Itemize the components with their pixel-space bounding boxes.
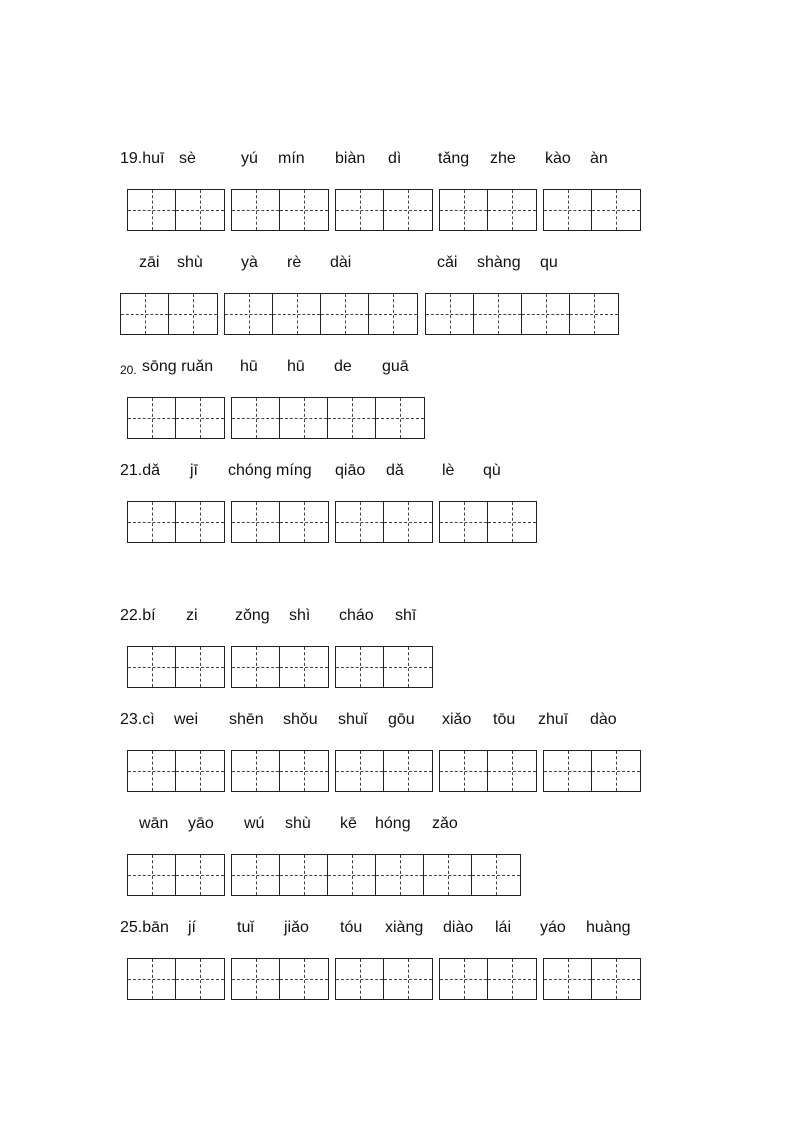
pinyin-label: zhuī [538, 711, 569, 728]
pinyin-label: shàng [477, 254, 521, 271]
pinyin-label: shì [289, 607, 311, 624]
writing-cell[interactable] [488, 502, 536, 542]
pinyin-label: zāi [139, 254, 160, 271]
writing-cell[interactable] [176, 190, 224, 230]
writing-grid-group [231, 854, 521, 896]
pinyin-label: zi [186, 607, 198, 624]
pinyin-label: zǎo [432, 815, 458, 832]
writing-cell[interactable] [128, 647, 176, 687]
writing-grid-group [224, 293, 418, 335]
writing-cell[interactable] [384, 751, 432, 791]
writing-cell[interactable] [424, 855, 472, 895]
pinyin-label: lè [442, 462, 455, 479]
writing-cell[interactable] [232, 855, 280, 895]
writing-cell[interactable] [336, 751, 384, 791]
writing-grid-group [231, 189, 329, 231]
pinyin-label: yú [241, 150, 258, 167]
writing-grid-group [439, 750, 537, 792]
pinyin-label: dì [388, 150, 402, 167]
pinyin-label: cǎi [437, 254, 458, 271]
pinyin-label: 22.bí [120, 607, 156, 624]
pinyin-label: guā [382, 358, 409, 375]
pinyin-label: shù [285, 815, 311, 832]
writing-cell[interactable] [336, 190, 384, 230]
pinyin-label: jí [188, 919, 196, 936]
writing-grid-group [120, 293, 218, 335]
writing-cell[interactable] [592, 959, 640, 999]
writing-cell[interactable] [440, 190, 488, 230]
pinyin-label: qiāo [335, 462, 366, 479]
writing-grid-group [127, 750, 225, 792]
writing-grid-group [127, 189, 225, 231]
writing-cell[interactable] [232, 502, 280, 542]
writing-cell[interactable] [128, 959, 176, 999]
pinyin-label: shēn [229, 711, 264, 728]
writing-grid-group [127, 646, 225, 688]
writing-cell[interactable] [176, 751, 224, 791]
pinyin-label: xiǎo [442, 711, 472, 728]
writing-cell[interactable] [280, 190, 328, 230]
writing-grid-group [439, 189, 537, 231]
pinyin-label: tuǐ [237, 919, 254, 936]
pinyin-label: hū [287, 358, 305, 375]
writing-cell[interactable] [169, 294, 217, 334]
pinyin-label: tóu [340, 919, 363, 936]
writing-grid-group [439, 501, 537, 543]
pinyin-label: cháo [339, 607, 374, 624]
writing-cell[interactable] [474, 294, 522, 334]
writing-cell[interactable] [232, 959, 280, 999]
writing-cell[interactable] [232, 647, 280, 687]
writing-grid-group [543, 958, 641, 1000]
pinyin-label: huàng [586, 919, 631, 936]
pinyin-label: wú [244, 815, 265, 832]
pinyin-label: mín [278, 150, 305, 167]
writing-cell[interactable] [592, 751, 640, 791]
writing-cell[interactable] [384, 190, 432, 230]
writing-grid-group [543, 750, 641, 792]
writing-cell[interactable] [336, 959, 384, 999]
writing-cell[interactable] [336, 502, 384, 542]
writing-cell[interactable] [273, 294, 321, 334]
pinyin-label: yāo [188, 815, 214, 832]
writing-grid-group [335, 189, 433, 231]
writing-grid-group [335, 958, 433, 1000]
pinyin-label: qù [483, 462, 501, 479]
writing-grid-group [127, 854, 225, 896]
pinyin-label: rè [287, 254, 302, 271]
pinyin-label: biàn [335, 150, 366, 167]
writing-cell[interactable] [544, 751, 592, 791]
writing-cell[interactable] [128, 855, 176, 895]
writing-cell[interactable] [176, 647, 224, 687]
writing-cell[interactable] [321, 294, 369, 334]
pinyin-label: 25.bān [120, 919, 169, 936]
pinyin-label: 19.huī [120, 150, 165, 167]
writing-grid-group [543, 189, 641, 231]
pinyin-label: dài [330, 254, 352, 271]
pinyin-label: kē [340, 815, 357, 832]
writing-cell[interactable] [472, 855, 520, 895]
writing-cell[interactable] [121, 294, 169, 334]
pinyin-label: tǎng [438, 150, 470, 167]
pinyin-label: hū [240, 358, 258, 375]
pinyin-label: dào [590, 711, 617, 728]
writing-cell[interactable] [440, 751, 488, 791]
writing-cell[interactable] [570, 294, 618, 334]
writing-cell[interactable] [376, 855, 424, 895]
writing-grid-group [231, 397, 425, 439]
writing-cell[interactable] [232, 190, 280, 230]
pinyin-label: xiàng [385, 919, 424, 936]
writing-cell[interactable] [128, 190, 176, 230]
writing-grid-group [231, 646, 329, 688]
writing-cell[interactable] [592, 190, 640, 230]
writing-cell[interactable] [225, 294, 273, 334]
pinyin-label: shù [177, 254, 203, 271]
pinyin-label: wān [139, 815, 169, 832]
pinyin-label: 23.cì [120, 711, 155, 728]
writing-cell[interactable] [440, 502, 488, 542]
pinyin-label: chóng míng [228, 462, 312, 479]
pinyin-label: sè [179, 150, 196, 167]
writing-grid-group [127, 397, 225, 439]
writing-cell[interactable] [328, 398, 376, 438]
pinyin-label: de [334, 358, 352, 375]
pinyin-label: shuǐ [338, 711, 368, 728]
writing-grid-group [335, 646, 433, 688]
writing-cell[interactable] [232, 751, 280, 791]
pinyin-label: kào [545, 150, 571, 167]
writing-cell[interactable] [280, 855, 328, 895]
pinyin-label: àn [590, 150, 608, 167]
writing-cell[interactable] [522, 294, 570, 334]
pinyin-label: wei [174, 711, 199, 728]
pinyin-label: yà [241, 254, 258, 271]
writing-cell[interactable] [544, 959, 592, 999]
writing-cell[interactable] [128, 398, 176, 438]
writing-cell[interactable] [488, 751, 536, 791]
writing-cell[interactable] [280, 959, 328, 999]
pinyin-label: lái [495, 919, 512, 936]
writing-cell[interactable] [280, 502, 328, 542]
writing-cell[interactable] [426, 294, 474, 334]
pinyin-label: jiǎo [284, 919, 309, 936]
pinyin-label: diào [443, 919, 474, 936]
pinyin-label: dǎ [386, 462, 404, 479]
writing-cell[interactable] [128, 751, 176, 791]
writing-cell[interactable] [384, 647, 432, 687]
writing-cell[interactable] [369, 294, 417, 334]
writing-grid-group [335, 501, 433, 543]
writing-grid-group [127, 501, 225, 543]
writing-cell[interactable] [544, 190, 592, 230]
pinyin-label: sōng ruǎn [142, 358, 214, 375]
pinyin-label: qu [540, 254, 558, 271]
pinyin-label: shī [395, 607, 417, 624]
pinyin-label: jī [190, 462, 198, 479]
writing-cell[interactable] [232, 398, 280, 438]
pinyin-label: zǒng [235, 607, 270, 624]
writing-cell[interactable] [280, 398, 328, 438]
pinyin-label: tōu [493, 711, 516, 728]
pinyin-label: gōu [388, 711, 415, 728]
writing-cell[interactable] [384, 502, 432, 542]
pinyin-label: yáo [540, 919, 566, 936]
writing-grid-group [231, 958, 329, 1000]
writing-cell[interactable] [488, 190, 536, 230]
pinyin-label: zhe [490, 150, 516, 167]
writing-grid-group [335, 750, 433, 792]
writing-cell[interactable] [176, 959, 224, 999]
pinyin-label: hóng [375, 815, 411, 832]
writing-cell[interactable] [336, 647, 384, 687]
pinyin-label: 20. [120, 363, 137, 377]
writing-cell[interactable] [280, 751, 328, 791]
writing-cell[interactable] [176, 398, 224, 438]
writing-cell[interactable] [376, 398, 424, 438]
writing-grid-group [231, 750, 329, 792]
writing-cell[interactable] [176, 855, 224, 895]
writing-grid-group [127, 958, 225, 1000]
writing-grid-group [231, 501, 329, 543]
pinyin-label: 21.dǎ [120, 462, 161, 479]
writing-cell[interactable] [176, 502, 224, 542]
writing-cell[interactable] [488, 959, 536, 999]
writing-cell[interactable] [384, 959, 432, 999]
writing-cell[interactable] [328, 855, 376, 895]
writing-cell[interactable] [128, 502, 176, 542]
writing-grid-group [425, 293, 619, 335]
writing-cell[interactable] [280, 647, 328, 687]
pinyin-label: shǒu [283, 711, 318, 728]
writing-cell[interactable] [440, 959, 488, 999]
writing-grid-group [439, 958, 537, 1000]
